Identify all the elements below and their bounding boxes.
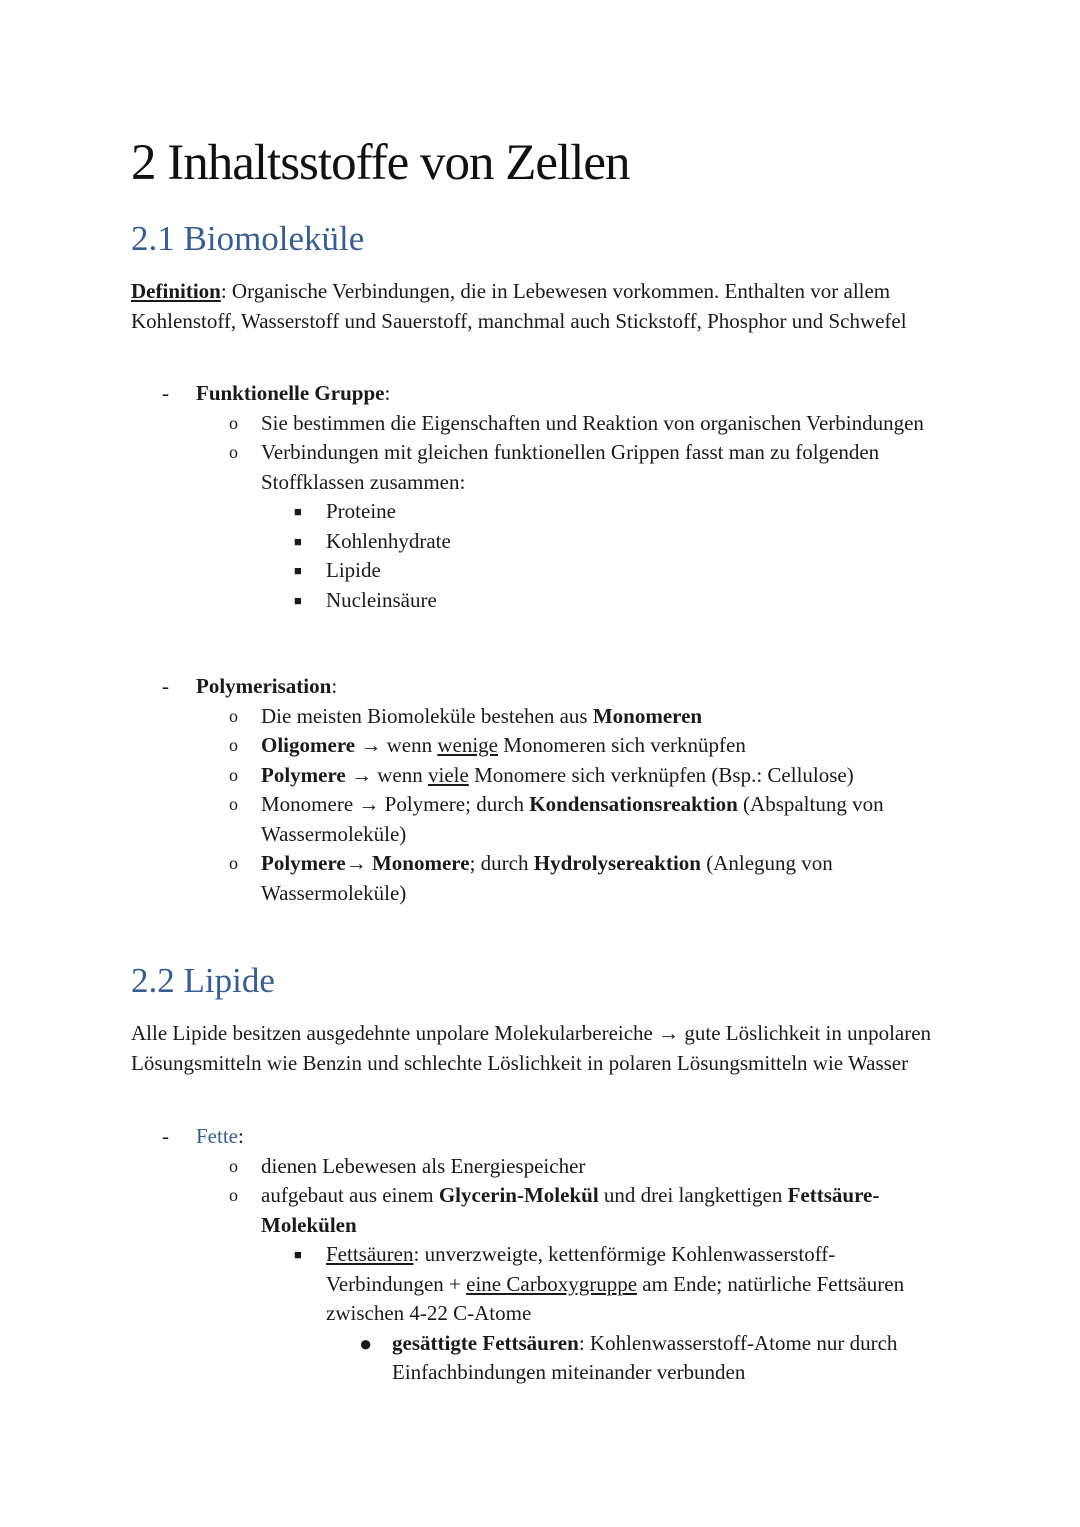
polymerisation-label: Polymerisation <box>196 674 332 698</box>
circle-bullet: o <box>229 794 238 814</box>
dash-bullet: - <box>162 1124 169 1148</box>
underlined-term: Fettsäuren <box>326 1242 414 1266</box>
list-item-text: Verbindungen mit gleichen funktionellen Grippen fasst man zu folgenden Stoffklassen zusammen: <box>261 440 880 494</box>
text-span: ; durch <box>469 851 534 875</box>
chapter-title: 2 Inhaltsstoffe von Zellen <box>131 135 630 191</box>
text-span: aufgebaut aus einem <box>261 1183 439 1207</box>
bold-term: Hydrolysereaktion <box>533 851 701 875</box>
text-span: Die meisten Biomoleküle bestehen aus <box>261 703 593 728</box>
section-heading-biomolekuele: 2.1 Biomoleküle <box>131 219 365 258</box>
colon: : <box>331 674 338 698</box>
list-item <box>131 672 941 702</box>
underlined-term: wenige <box>437 733 498 757</box>
funktionelle-gruppe-label: Funktionelle Gruppe <box>196 381 385 405</box>
stoffklasse-kohlenhydrate: Kohlenhydrate <box>326 528 451 553</box>
list-item <box>131 438 941 497</box>
circle-bullet: o <box>229 764 238 785</box>
list-item <box>131 379 941 409</box>
text-span: : Kohlenwasserstoff-Atome nur durch Einfachbindungen miteinander verbunden <box>392 1330 898 1384</box>
square-bullet: ■ <box>294 592 302 608</box>
bold-term: Oligomere <box>261 733 356 757</box>
text-span: (Abspaltung von Wassermoleküle) <box>261 792 884 846</box>
bold-term: Monomeren <box>592 703 703 728</box>
stoffklasse-nucleinsaeure: Nucleinsäure <box>326 587 437 612</box>
circle-bullet: o <box>229 1155 238 1176</box>
bold-term: Fettsäure-Molekülen <box>261 1183 880 1237</box>
list-item <box>131 409 941 439</box>
definition-label: Definition <box>131 279 221 303</box>
list-item <box>131 527 941 557</box>
underlined-term: eine Carboxygruppe <box>466 1271 638 1296</box>
definition-text: : Organische Verbindungen, die in Lebewesen vorkommen. Enthalten vor allem Kohlenstoff, Wasserstoff und Sauerstoff, manchmal auch Stickstoff, Phosphor und Schwefel <box>131 279 907 333</box>
list-item <box>131 702 941 732</box>
fette-label: Fette <box>196 1124 238 1148</box>
list-item-text: Sie bestimmen die Eigenschaften und Reaktion von organischen Verbindungen <box>261 410 924 435</box>
text-span: → wenn <box>355 733 438 757</box>
dash-bullet: - <box>162 674 169 698</box>
dash-bullet: - <box>162 381 169 405</box>
definition-paragraph <box>131 277 941 336</box>
list-item <box>131 849 941 908</box>
section-heading-lipide: 2.2 Lipide <box>131 961 275 1000</box>
stoffklasse-lipide: Lipide <box>326 558 381 582</box>
funktionelle-gruppe-list <box>131 379 941 615</box>
square-bullet: ■ <box>294 563 302 578</box>
text-span: (Anlegung von Wassermoleküle) <box>261 851 833 905</box>
bold-term: gesättigte Fettsäuren <box>392 1330 579 1355</box>
text-span: Monomeren sich verknüpfen <box>498 733 746 757</box>
bold-term: Kondensationsreaktion <box>529 792 738 816</box>
circle-bullet: o <box>229 705 238 726</box>
list-item <box>131 586 941 616</box>
list-item <box>131 731 941 761</box>
underlined-term: viele <box>428 762 469 787</box>
square-bullet: ■ <box>294 533 302 549</box>
list-item <box>131 1122 941 1152</box>
bold-term: Polymere <box>261 762 346 787</box>
bold-term: Glycerin-Molekül <box>438 1183 599 1207</box>
circle-bullet: o <box>229 412 238 433</box>
circle-bullet: o <box>229 442 238 462</box>
circle-bullet: o <box>229 1185 238 1205</box>
lipide-intro-paragraph: Alle Lipide besitzen ausgedehnte unpolare Molekularbereiche → gute Löslichkeit in unpolaren Lösungsmitteln wie Benzin und schlechte Löslichkeit in polaren Lösungsmitteln wie Wasser <box>131 1021 932 1075</box>
list-item <box>131 1329 941 1388</box>
square-bullet: ■ <box>294 504 302 519</box>
fette-list <box>131 1122 941 1388</box>
list-item <box>131 761 941 791</box>
polymerisation-list <box>131 672 941 908</box>
circle-bullet: o <box>229 735 238 755</box>
text-span: am Ende; natürliche Fettsäuren zwischen 4-22 C-Atome <box>326 1271 905 1325</box>
circle-bullet: o <box>229 853 238 873</box>
text-span: → wenn <box>345 762 428 787</box>
colon: : <box>238 1124 244 1148</box>
stoffklasse-proteine: Proteine <box>326 499 396 523</box>
list-item <box>131 497 941 527</box>
text-span: : unverzweigte, kettenförmige Kohlenwasserstoff-Verbindungen + <box>326 1242 836 1296</box>
square-bullet: ■ <box>294 1247 302 1262</box>
text-span: und drei langkettigen <box>598 1183 788 1207</box>
text-span: Monomere → Polymere; durch <box>261 792 530 816</box>
list-item <box>131 1240 941 1329</box>
list-item-text: dienen Lebewesen als Energiespeicher <box>261 1153 586 1178</box>
list-item <box>131 790 941 849</box>
list-item <box>131 1181 941 1240</box>
list-item <box>131 1152 941 1182</box>
bold-term: Polymere→ Monomere <box>261 851 470 875</box>
dot-bullet: ● <box>359 1330 373 1356</box>
text-span: Monomere sich verknüpfen (Bsp.: Cellulose) <box>468 762 854 787</box>
list-item <box>131 556 941 586</box>
colon: : <box>384 381 391 405</box>
